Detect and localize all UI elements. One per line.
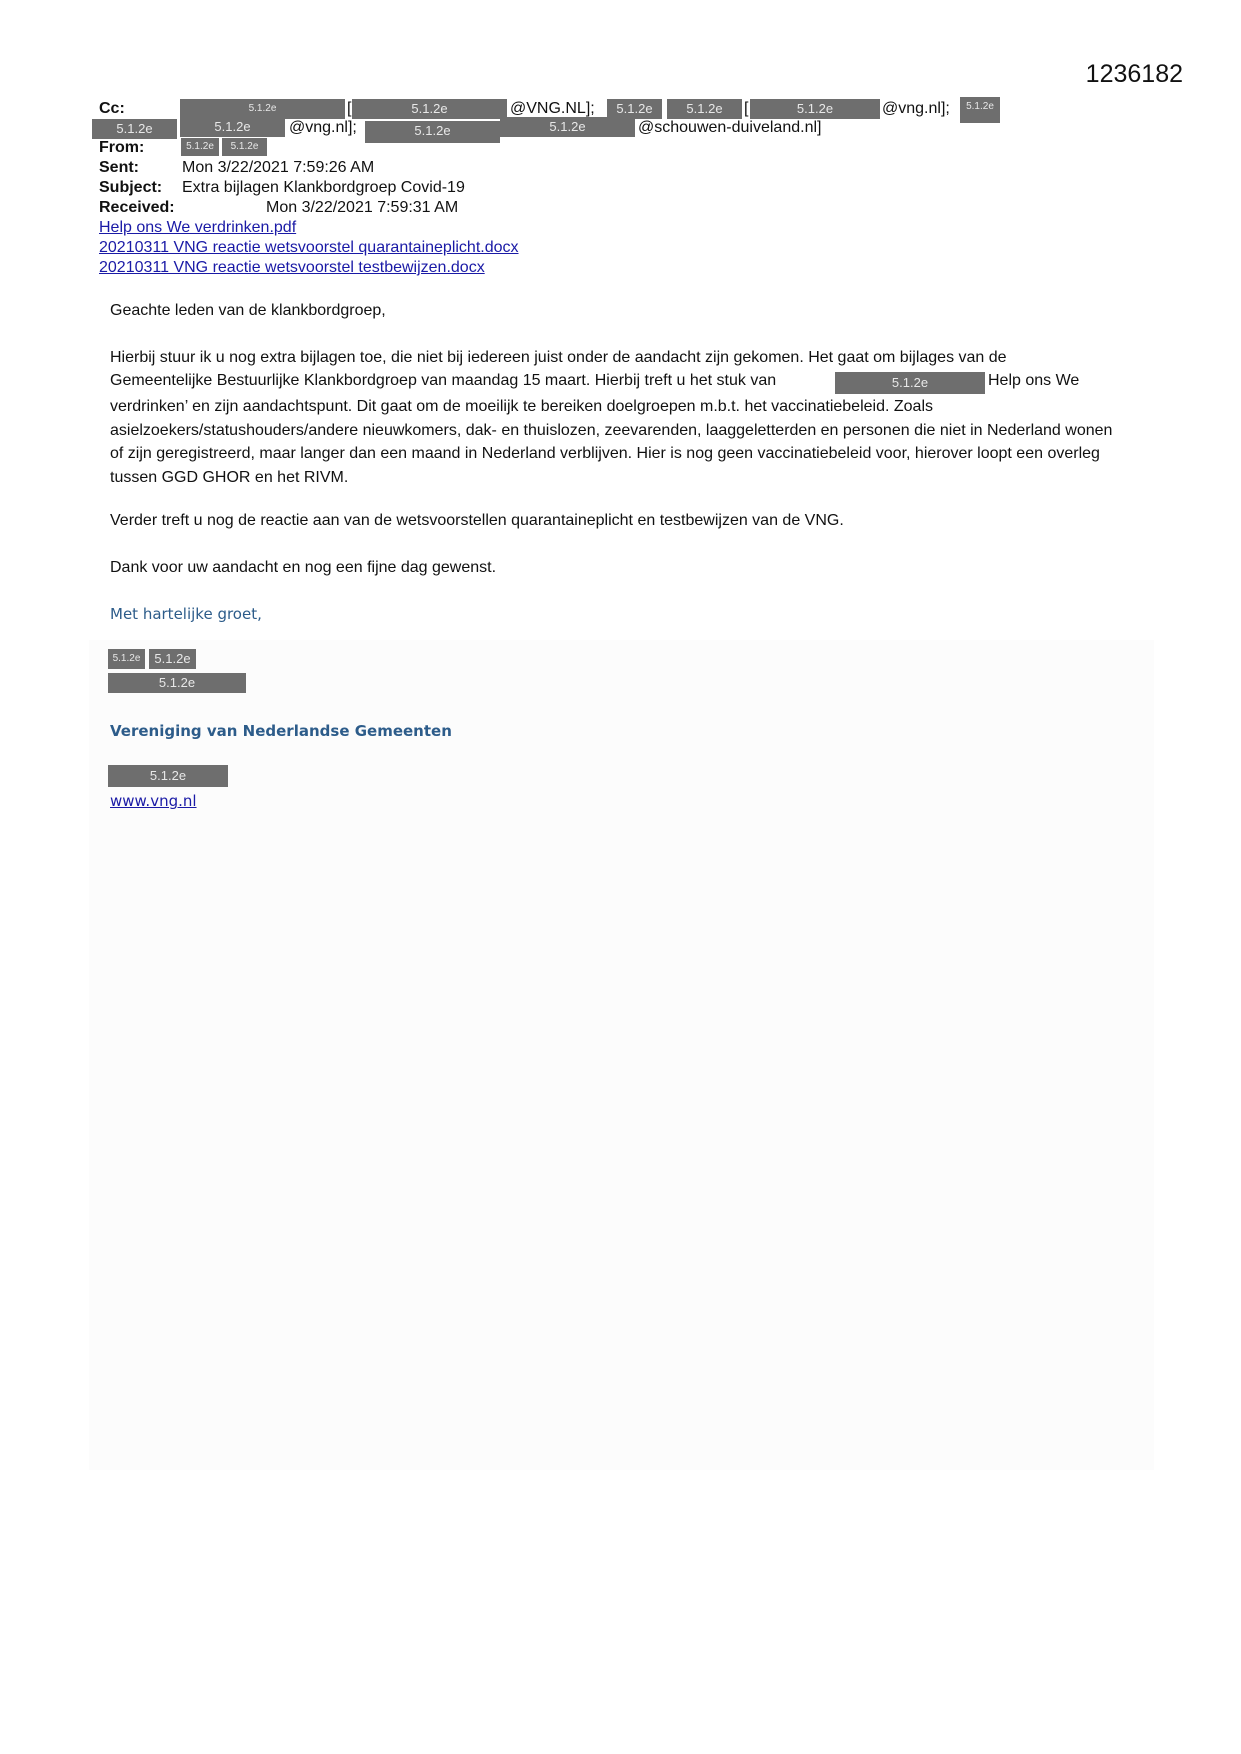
body-text: Hierbij stuur ik u nog extra bijlagen toe, die niet bij iedereen juist onder de aandacht zijn gekomen. Het gaat om bijlages van de: [110, 349, 1007, 366]
document-number: 1236182: [1085, 60, 1183, 88]
redaction-box: 5.1.2e: [180, 99, 345, 119]
redaction-box: 5.1.2e: [352, 99, 507, 119]
from-label: From:: [99, 139, 145, 156]
redaction-box: 5.1.2e: [108, 765, 228, 787]
page-shade: [89, 640, 1154, 1470]
cc-fragment: @vng.nl];: [289, 119, 357, 136]
redaction-box: 5.1.2e: [92, 119, 177, 139]
closing: Met hartelijke groet,: [110, 605, 262, 623]
redaction-box: 5.1.2e: [960, 97, 1000, 123]
redaction-box: 5.1.2e: [222, 138, 267, 156]
redaction-box: 5.1.2e: [500, 117, 635, 137]
website-link[interactable]: www.vng.nl: [110, 792, 197, 810]
body-paragraph: Dank voor uw aandacht en nog een fijne dag gewenst.: [110, 559, 497, 576]
sent-label: Sent:: [99, 159, 139, 176]
cc-fragment: @vng.nl];: [882, 100, 950, 117]
body-paragraph: verdrinken’ en zijn aandachtspunt. Dit gaat om de moeilijk te bereiken doelgroepen m.b.t. het vaccinatiebeleid. Zoals asielzoekers/statushouders/andere nieuwkomers, dak- en thuislozen, zeevarenden, laaggeletterden en personen die niet in Nederland wonen of zijn geregistreerd, maar langer dan een maand in Nederland verblijven. Hier is nog geen vaccinatiebeleid voor, hierover loopt een overleg tussen GGD GHOR en het RIVM.: [110, 398, 1113, 486]
redaction-box: 5.1.2e: [180, 117, 285, 137]
attachment-link[interactable]: Help ons We verdrinken.pdf: [99, 219, 297, 236]
redaction-box: 5.1.2e: [108, 673, 246, 693]
redaction-box: 5.1.2e: [149, 649, 196, 669]
cc-fragment: @VNG.NL];: [510, 100, 595, 117]
cc-fragment: @schouwen-duiveland.nl]: [638, 119, 822, 136]
attachment-link[interactable]: 20210311 VNG reactie wetsvoorstel testbewijzen.docx: [99, 259, 485, 276]
redaction-box: 5.1.2e: [667, 99, 742, 119]
redaction-box: 5.1.2e: [835, 372, 985, 394]
redaction-box: 5.1.2e: [607, 99, 662, 119]
received-value: Mon 3/22/2021 7:59:31 AM: [266, 199, 459, 216]
attachment-link[interactable]: 20210311 VNG reactie wetsvoorstel quarantaineplicht.docx: [99, 239, 519, 256]
body-text: Gemeentelijke Bestuurlijke Klankbordgroep van maandag 15 maart. Hierbij treft u het stuk van: [110, 372, 777, 389]
received-label: Received:: [99, 199, 175, 216]
redaction-box: 5.1.2e: [750, 99, 880, 119]
subject-value: Extra bijlagen Klankbordgroep Covid-19: [182, 179, 465, 196]
greeting: Geachte leden van de klankbordgroep,: [110, 302, 386, 319]
cc-fragment: [: [744, 100, 749, 117]
subject-label: Subject:: [99, 179, 163, 196]
body-text: Help ons We: [988, 372, 1080, 389]
body-paragraph: Verder treft u nog de reactie aan van de wetsvoorstellen quarantaineplicht en testbewijzen van de VNG.: [110, 512, 844, 529]
redaction-box: 5.1.2e: [365, 121, 500, 143]
redaction-box: 5.1.2e: [108, 649, 145, 669]
redaction-box: 5.1.2e: [181, 138, 219, 156]
cc-fragment: [: [347, 100, 352, 117]
organization-name: Vereniging van Nederlandse Gemeenten: [110, 722, 452, 740]
sent-value: Mon 3/22/2021 7:59:26 AM: [182, 159, 375, 176]
cc-label: Cc:: [99, 100, 125, 117]
